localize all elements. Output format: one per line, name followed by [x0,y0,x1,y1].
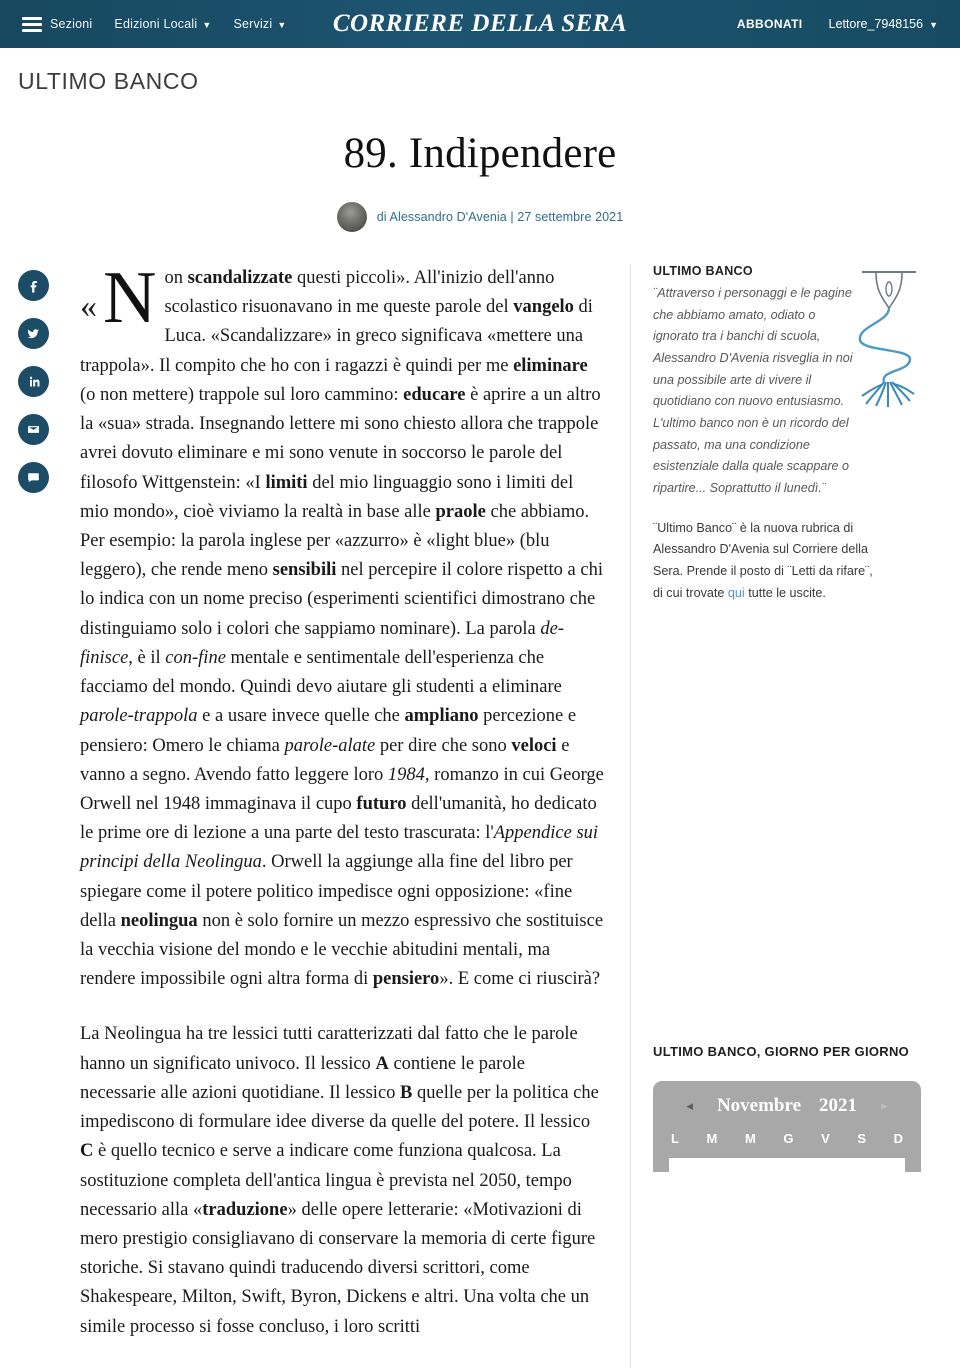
text-run: , è il [128,647,166,668]
text-italic: parole-alate [284,735,376,756]
calendar-weekday-row [669,1131,905,1158]
hamburger-icon [22,17,42,32]
pen-nib-icon [850,264,928,409]
text-run: contiene le parole necessarie alle azioni quotidiane. Il lessico [80,1053,525,1103]
text-bold: futuro [356,793,407,814]
text-run: questi piccoli». All'inizio dell'anno scolastico risuonavano in me queste parole del [164,268,555,318]
calendar-section-title: ULTIMO BANCO, GIORNO PER GIORNO [653,1044,910,1060]
calendar-weekday: D [893,1131,903,1147]
calendar-prev-button[interactable]: ◂ [686,1098,693,1114]
share-facebook-button[interactable] [18,270,49,301]
sections-menu-label: Sezioni [50,17,93,31]
text-run: del mio linguaggio sono i limiti del mio mondo», cioè viviamo la realtà in base alle [80,472,574,522]
share-email-button[interactable] [18,414,49,445]
user-account-menu[interactable] [829,17,938,31]
text-italic: Appendice sui principi della Neolingua [80,823,599,873]
calendar-header [669,1092,905,1131]
share-comment-button[interactable] [18,462,49,493]
text-run: che abbiamo. Per esempio: la parola inglese per «azzurro» è «light blue» (blu leggero), che rende meno [80,501,590,581]
sidebar-description [653,518,878,605]
comment-icon [25,469,42,486]
calendar-weekday: M [744,1131,756,1147]
sections-menu-button[interactable] [22,17,92,32]
sidebar-box-title: ULTIMO BANCO [653,264,753,278]
text-run: , romanzo in cui George Orwell nel 1948 immaginava il cupo [80,764,604,814]
text-bold: A [375,1053,389,1074]
calendar-widget [653,1081,921,1172]
calendar-weekday: M [706,1131,718,1147]
user-account-label: Lettore_7948156 [828,17,924,31]
masthead-logo[interactable]: CORRIERE DELLA SERA [332,10,628,37]
text-italic: con-fine [165,647,226,668]
calendar-grid[interactable] [669,1158,905,1172]
calendar-month-label: Novembre [716,1095,802,1117]
text-bold: ampliano [404,706,479,727]
nav-item-edizioni-locali[interactable] [114,17,211,31]
text-run: quelle per la politica che impediscono di formulare idee diverse da quelle del potere. Il lessico [80,1082,599,1133]
calendar-year-label: 2021 [819,1095,858,1117]
calendar-next-button[interactable]: ▸ [881,1098,888,1114]
article-body [80,257,630,1368]
chevron-down-icon: ▼ [929,19,938,30]
text-bold: limiti [265,472,308,493]
text-run: » delle opere letterarie: «Motivazioni di mero prestigio consigliavano di conservare la memoria di certe figure storiche. Si stavano quindi traducendo diversi scrittori, come Shakespeare, Milton, Swift, Byron, Dickens e altri. Una volta che un simile processo si fosse concluso, i loro scritti [80,1199,596,1337]
author-avatar [337,202,367,232]
content-layout [0,257,960,1368]
text-run: di Luca. «Scandalizzare» in greco significava «mettere una trappola». Il compito che ho con i ragazzi è quindi per me [80,297,593,376]
text-run: dell'umanità, ho dedicato le prime ore di lezione a una parte del testo trascurata: l' [80,793,597,844]
sidebar-quote: ¨Attraverso i personaggi e le pagine che abbiamo amato, odiato o ignorato tra i banchi di scuola, Alessandro D'Avenia risveglia in noi una possibile arte di vivere il quotidiano con nuovo entusiasmo. L'ultimo banco non è un ricordo del passato, ma una condizione esistenziale dalla quale scappare o ripartire... Soprattutto il lunedì.¨ [653,286,853,495]
calendar-weekday: S [857,1131,866,1147]
text-bold: sensibili [272,560,337,581]
text-bold: vangelo [513,297,574,318]
text-bold: praole [435,501,486,522]
archive-link[interactable]: qui [727,585,745,600]
section-kicker: ULTIMO BANCO [18,68,199,94]
calendar-weekday: G [783,1131,794,1147]
text-run: tutte le uscite. [744,585,826,600]
text-run: è aprire a un altro la «sua» strada. Insegnando lettere mi sono chiesto allora che trappole avrei dovuto eliminare e mi sono venute in soccorso le parole del filosofo Wittgenstein: «I [80,384,601,493]
text-run: ». E come ci riuscirà? [439,969,601,990]
text-run: è quello tecnico e serve a indicare come funziona qualcosa. La sostituzione completa dell'antica lingua è prevista nel 2050, tempo necessario alla « [80,1141,572,1220]
top-navigation-bar [0,0,960,48]
text-bold: eliminare [513,355,588,376]
email-icon [25,421,42,438]
nav-item-label: Servizi [233,17,273,31]
text-bold: traduzione [202,1199,288,1220]
text-bold: neolingua [120,910,198,931]
text-run: ¨Ultimo Banco¨ è la nuova rubrica di Alessandro D'Avenia sul Corriere della Sera. Prende il posto di ¨Letti da rifare¨, di cui trovate [653,520,873,600]
calendar-weekday: V [821,1131,830,1147]
text-bold: pensiero [372,969,440,990]
facebook-icon [25,277,42,294]
byline [0,202,960,232]
calendar-weekday: L [671,1131,679,1147]
text-run: percezione e pensiero: Omero le chiama [80,706,577,756]
text-italic: parole-trappola [80,706,198,727]
subscribe-button[interactable]: ABBONATI [736,17,803,31]
article-paragraph-1 [80,257,604,994]
drop-cap: N [103,257,157,339]
byline-text[interactable]: di Alessandro D'Avenia | 27 settembre 2021 [376,210,624,224]
text-italic: de-finisce [80,618,564,668]
text-bold: C [80,1141,94,1162]
linkedin-icon [25,373,42,390]
text-run: e vanno a segno. Avendo fatto leggere loro [80,735,570,785]
chevron-down-icon: ▼ [202,19,212,30]
nav-item-servizi[interactable] [233,17,286,31]
text-italic: 1984 [387,764,425,785]
text-run: non è solo fornire un mezzo espressivo che sostituisce la vecchia visione del mondo e le vecchie abitudini mentali, ma rendere impossibile ogni altra forma di [80,910,604,990]
text-run: e a usare invece quelle che [197,706,405,727]
text-run: on [164,268,188,288]
chevron-down-icon: ▼ [277,19,287,30]
twitter-icon [25,325,42,342]
nav-left-group [22,17,286,32]
text-run: (o non mettere) trappole sul loro cammino: [80,384,404,405]
share-rail [18,264,80,1368]
article-paragraph-2 [80,1020,604,1341]
text-run: nel percepire il colore rispetto a chi lo indica con un nome preciso (esperimenti scientifici dimostrano che distinguiamo solo i colori che sappiamo nominare). La parola [80,560,603,639]
text-bold: veloci [511,735,557,756]
share-twitter-button[interactable] [18,318,49,349]
text-run: . Orwell la aggiunge alla fine del libro per spiegare come il potere politico impedisce ogni opposizione: «fine della [80,852,573,931]
share-linkedin-button[interactable] [18,366,49,397]
nav-item-label: Edizioni Locali [114,17,198,31]
open-quote-mark: « [80,288,97,325]
text-bold: scandalizzate [187,268,293,288]
page-title: 89. Indipendere [343,130,617,177]
sidebar [630,264,942,1368]
text-bold: educare [403,384,466,405]
text-bold: B [400,1082,413,1103]
text-run: mentale e sentimentale dell'esperienza che facciamo del mondo. Quindi devo aiutare gli studenti a eliminare [80,647,562,698]
text-run: La Neolingua ha tre lessici tutti caratterizzati dal fatto che le parole hanno un significato univoco. Il lessico [80,1024,578,1074]
text-run: per dire che sono [375,735,512,756]
nav-right-group [737,17,938,31]
